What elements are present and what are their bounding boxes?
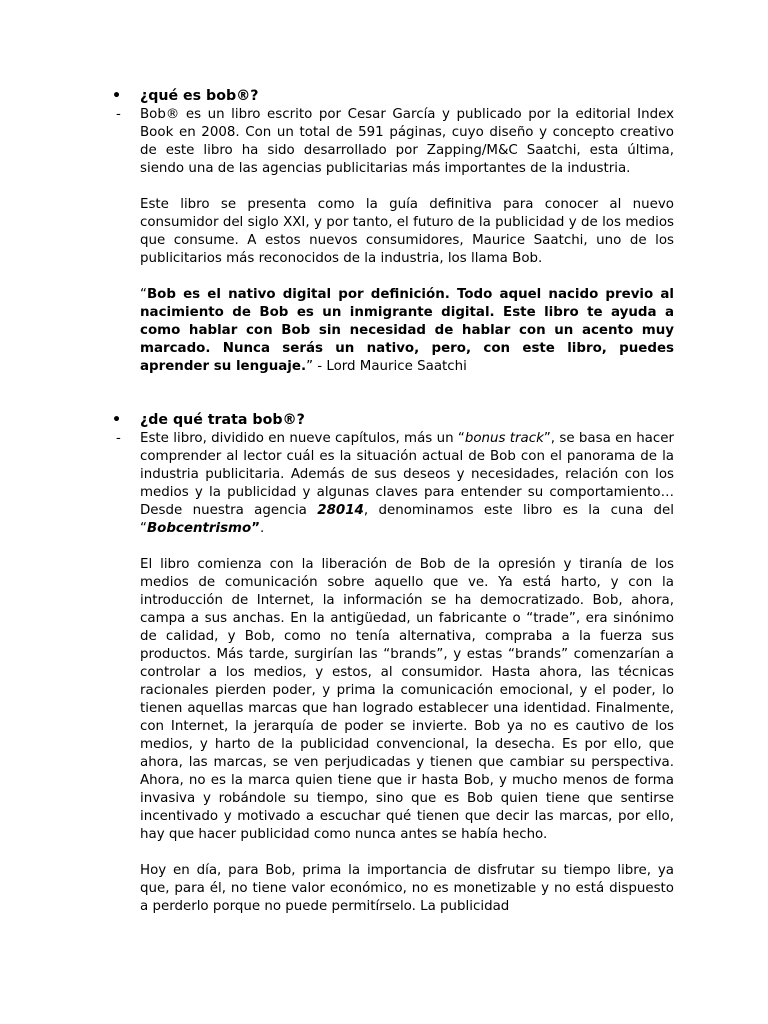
paragraph: Hoy en día, para Bob, prima la importancia de disfrutar su tiempo libre, ya que, para él, no tiene valor económico, no es monetizable y no está dispuesto a perderlo porque no puede permitírselo. La publicidad	[140, 863, 674, 914]
quote-close: ”	[306, 359, 313, 374]
dash-marker: -	[116, 431, 121, 446]
text-run: .	[260, 521, 265, 536]
bullet-marker: •	[112, 88, 122, 104]
paragraph: El libro comienza con la liberación de Bob de la opresión y tiranía de los medios de comunicación sobre aquello que ve. Ya está harto, y con la introducción de Internet, la información se ha democratizado. Bob, ahora, campa a sus anchas. En la antigüedad, un fabricante o “trade”, era sinónimo de calidad, y Bob, como no tenía alternativa, compraba a la fuerza sus productos. Más tarde, surgirían las “brands”, y estas “brands” comenzarían a controlar a los medios, y estos, al consumidor. Hasta ahora, las técnicas racionales pierden poder, y prima la comunicación emocional, y el poder, lo tienen aquellas marcas que han logrado establecer una identidad. Finalmente, con Internet, la jerarquía de poder se invierte. Bob ya no es cautivo de los medios, y harto de la publicidad convencional, la desecha. Es por ello, que ahora, las marcas, se ven perjudicadas y tienen que cambiar su perspectiva. Ahora, no es la marca quien tiene que ir hasta Bob, y mucho menos de forma invasiva y robándole su tiempo, sino que es Bob quien tiene que sentirse incentivado y motivado a escuchar qué tienen que decir las marcas, por ello, hay que hacer publicidad como nunca antes se había hecho.	[140, 557, 674, 842]
text-run: , denominamos este libro es la cuna del “	[140, 503, 674, 536]
quote-open: “	[140, 287, 147, 302]
quote-author: - Lord Maurice Saatchi	[313, 359, 467, 374]
bullet-marker: •	[112, 412, 122, 428]
section-heading-de-que-trata-bob	[112, 411, 305, 429]
bonus-track-term: bonus track	[464, 431, 544, 446]
text-run: Este libro, dividido en nueve capítulos, más un “	[140, 431, 465, 446]
paragraph: Este libro se presenta como la guía definitiva para conocer al nuevo consumidor del siglo XXI, y por tanto, el futuro de la publicidad y de los medios que consume. A estos nuevos consumidores, Maurice Saatchi, uno de los publicitarios más reconocidos de la industria, los llama Bob.	[140, 197, 674, 266]
agency-name: 28014	[317, 503, 364, 518]
section-title: ¿de qué trata bob®?	[140, 412, 305, 428]
paragraph: Bob® es un libro escrito por Cesar García y publicado por la editorial Index Book en 2008. Con un total de 591 páginas, cuyo diseño y concepto creativo de este libro ha sido desarrollado por Zapping/M&C Saatchi, esta última, siendo una de las agencias publicitarias más importantes de la industria.	[140, 107, 674, 176]
text-run: ”, se basa en hacer comprender al lector cuál es la situación actual de Bob con el panorama de la industria publicitaria. Además de sus deseos y necesidades, relación con los medios y la publicidad y algunas claves para entender su comportamiento… Desde nuestra agencia	[140, 431, 674, 518]
section-title: ¿qué es bob®?	[140, 88, 259, 104]
quote-paragraph	[140, 286, 674, 376]
dash-marker: -	[116, 107, 121, 122]
text-run: ”	[251, 521, 261, 536]
section-body-que-es-bob	[140, 106, 674, 376]
paragraph	[140, 430, 674, 538]
bobcentrismo-term: Bobcentrismo	[146, 521, 252, 536]
section-body-de-que-trata-bob	[140, 430, 674, 916]
section-heading-que-es-bob	[112, 87, 259, 105]
quote-text: Bob es el nativo digital por definición. Todo aquel nacido previo al nacimiento de Bob es un inmigrante digital. Este libro te ayuda a como hablar con Bob sin necesidad de hablar con un acento muy marcado. Nunca serás un nativo, pero, con este libro, puedes aprender su lenguaje.	[140, 287, 674, 374]
